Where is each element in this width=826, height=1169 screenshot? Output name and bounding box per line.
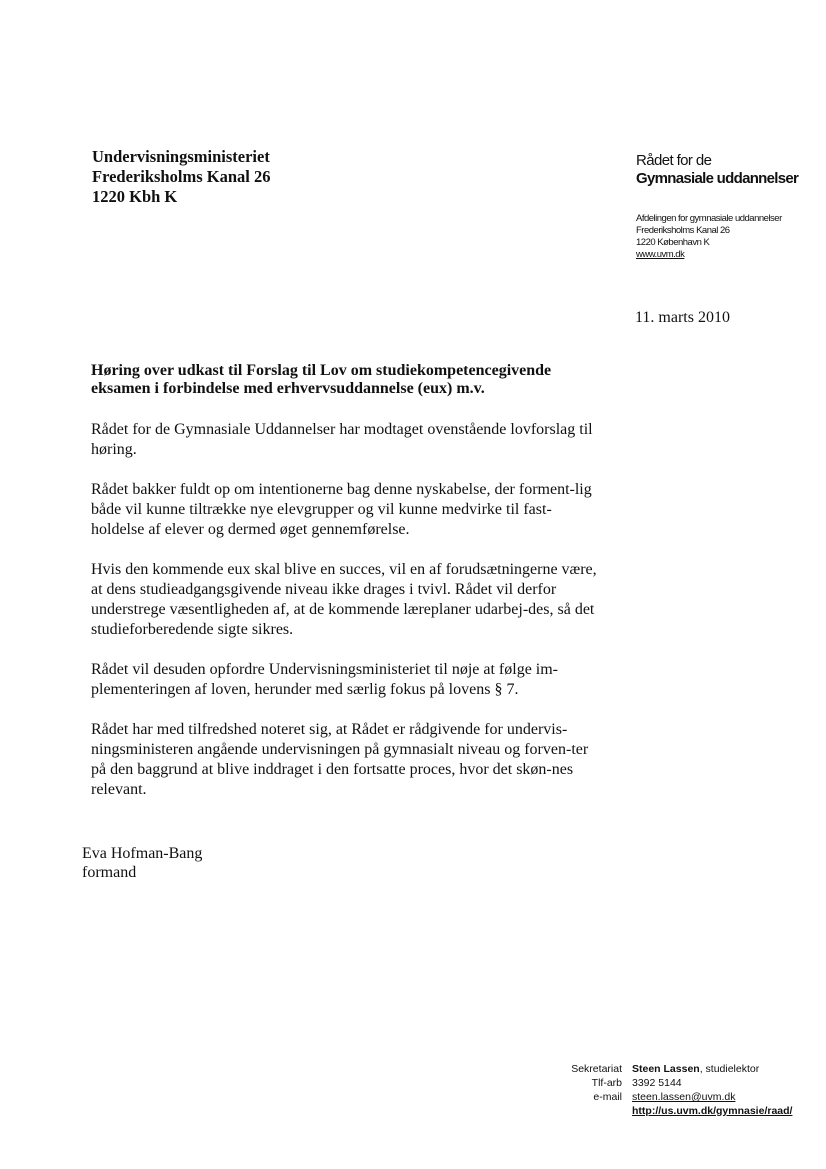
sender-name-line-2: Gymnasiale uddannelser [636,170,799,187]
website-link[interactable]: http://us.uvm.dk/gymnasie/raad/ [632,1105,793,1117]
phone-value: 3392 5144 [632,1077,682,1089]
recipient-address [92,147,270,207]
signature-block [82,844,202,882]
footer-row-secretariat [560,1062,792,1076]
sender-street: Frederiksholms Kanal 26 [636,225,730,236]
body-paragraph: Hvis den kommende eux skal blive en succes, vil en af forudsætningerne være, at dens studieadgangsgivende niveau ikke drages i tvivl. Rådet vil derfor understrege væsentligheden af, at de kommende læreplaner udarbej-des, så det studieforberedende sigte sikres. [91,561,597,638]
sender-letterhead [636,152,798,261]
sender-city: 1220 København K [636,237,710,248]
sender-department: Afdelingen for gymnasiale uddannelser [636,213,782,224]
email-link[interactable]: steen.lassen@uvm.dk [632,1091,736,1103]
recipient-line-3: 1220 Kbh K [92,187,178,206]
letter-subject: Høring over udkast til Forslag til Lov om studiekompetencegivende eksamen i forbindelse med erhvervsuddannelse (eux) m.v. [91,362,552,397]
footer-contact [560,1062,792,1118]
sender-address [636,213,798,261]
phone-label: Tlf-arb [591,1077,622,1089]
body-paragraph: Rådet har med tilfredshed noteret sig, at Rådet er rådgivende for undervis-ningsministeren angående undervisningen på gymnasialt niveau og forven-ter på den baggrund at blive inddraget i den fortsatte proces, hvor det skøn-nes relevant. [91,721,589,798]
letter-date: 11. marts 2010 [635,309,730,326]
signatory-title: formand [82,864,137,881]
footer-row-email [560,1090,792,1104]
sender-name-line-1: Rådet for de [636,152,712,169]
contact-title: , studielektor [699,1063,760,1075]
signatory-name: Eva Hofman-Bang [82,845,203,862]
recipient-line-1: Undervisningsministeriet [92,147,270,166]
email-label: e-mail [593,1091,622,1103]
recipient-line-2: Frederiksholms Kanal 26 [92,167,271,186]
sender-website-link[interactable]: www.uvm.dk [636,249,685,260]
letter-body [91,420,601,820]
contact-name: Steen Lassen [632,1063,700,1075]
secretariat-label: Sekretariat [571,1063,622,1075]
body-paragraph: Rådet for de Gymnasiale Uddannelser har modtaget ovenstående lovforslag til høring. [91,421,593,458]
footer-row-url [560,1104,792,1118]
body-paragraph: Rådet vil desuden opfordre Undervisningsministeriet til nøje at følge im-plementeringen af loven, herunder med særlig fokus på lovens § 7. [91,661,559,698]
body-paragraph: Rådet bakker fuldt op om intentionerne bag denne nyskabelse, der forment-lig både vil kunne tiltrække nye elevgrupper og vil kunne medvirke til fast-holdelse af elever og dermed øget gennemførelse. [91,481,592,538]
footer-row-phone [560,1076,792,1090]
